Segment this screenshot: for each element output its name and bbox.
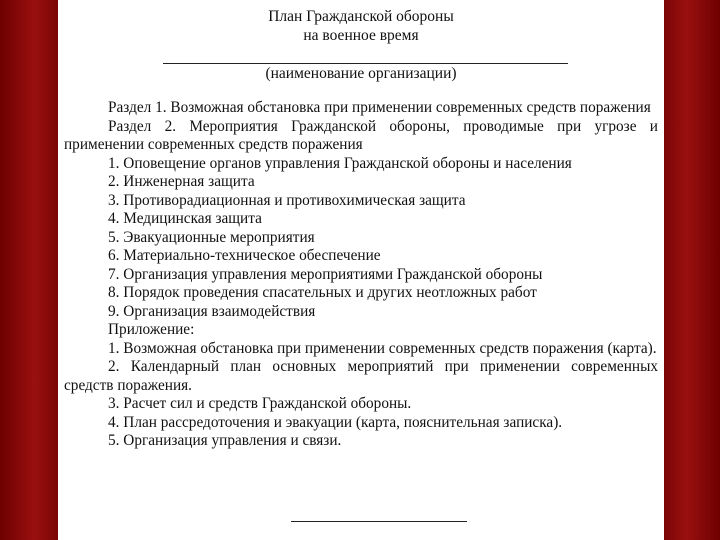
appendix-item: 4. План рассредоточения и эвакуации (карта, пояснительная записка). [108,413,563,431]
appendix-heading: Приложение: [108,321,195,338]
list-item: 8. Порядок проведения спасательных и других неотложных работ [108,284,537,301]
signature-line [291,521,467,522]
appendix-item: 1. Возможная обстановка при применении современных средств поражения (карта). [108,339,657,357]
document-page [58,0,664,540]
section-1: Раздел 1. Возможная обстановка при применении современных средств поражения [108,99,651,116]
slide-frame-left [0,0,58,540]
organization-blank-line [163,63,568,64]
slide-frame-right [664,0,720,540]
appendix-item: 2. Календарный план основных мероприятий при применении современных средств поражения. [64,358,658,394]
appendix-item: 5. Организация управления и связи. [108,432,342,449]
document-subtitle: на военное время [303,27,419,44]
list-item: 3. Противорадиационная и противохимическая защита [108,191,466,209]
document-title: План Гражданской обороны [268,8,454,25]
appendix-item: 3. Расчет сил и средств Гражданской обороны. [108,395,412,412]
list-item: 1. Оповещение органов управления Гражданской обороны и населения [108,154,572,172]
list-item: 6. Материально-техническое обеспечение [108,247,381,264]
organization-placeholder: (наименование организации) [265,65,457,82]
document-body [64,99,658,451]
section-2: Раздел 2. Мероприятия Гражданской обороны, проводимые при угрозе и применении современных средств поражения [64,117,658,153]
list-item: 9. Организация взаимодействия [108,302,316,320]
list-item: 5. Эвакуационные мероприятия [108,228,315,246]
list-item: 7. Организация управления мероприятиями Гражданской обороны [108,265,543,283]
list-item: 4. Медицинская защита [108,210,262,227]
list-item: 2. Инженерная защита [108,173,255,190]
